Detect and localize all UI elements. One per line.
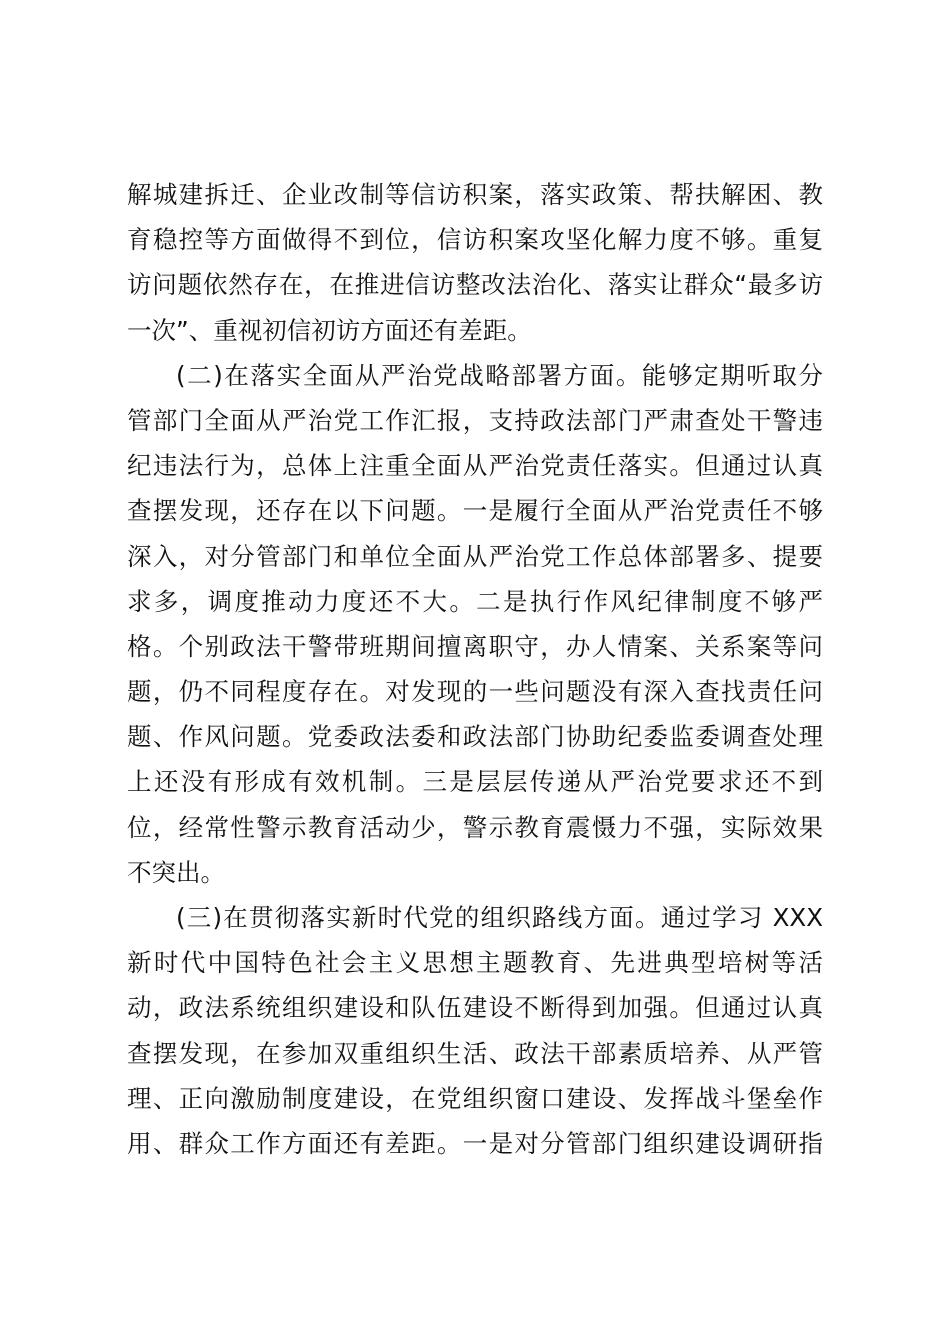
text-line: 上还没有形成有效机制。三是层层传递从严治党要求还不到 [127, 767, 823, 797]
text-line: 理、正向激励制度建设，在党组织窗口建设、发挥战斗堡垒作 [127, 1083, 823, 1113]
text-line: 纪违法行为，总体上注重全面从严治党责任落实。但通过认真 [127, 451, 823, 481]
text-line: 管部门全面从严治党工作汇报，支持政法部门严肃查处干警违 [127, 405, 823, 435]
text-line: 格。个别政法干警带班期间擅离职守，办人情案、关系案等问 [127, 631, 823, 661]
text-line: 求多，调度推动力度还不大。二是执行作风纪律制度不够严 [127, 586, 823, 616]
text-line: 查摆发现，在参加双重组织生活、政法干部素质培养、从严管 [127, 1038, 823, 1068]
section-heading-line: (二)在落实全面从严治党战略部署方面。能够定期听取分 [176, 360, 823, 390]
text-line: 题、作风问题。党委政法委和政法部门协助纪委监委调查处理 [127, 722, 823, 752]
text-line: 访问题依然存在，在推进信访整改法治化、落实让群众“最多访 [127, 270, 823, 300]
section-heading-line: (三)在贯彻落实新时代党的组织路线方面。通过学习 XXX [176, 903, 823, 932]
text-line: 题，仍不同程度存在。对发现的一些问题没有深入查找责任问 [127, 677, 823, 707]
text-line: 动，政法系统组织建设和队伍建设不断得到加强。但通过认真 [127, 993, 823, 1023]
text-line: 解城建拆迁、企业改制等信访积案，落实政策、帮扶解困、教 [127, 180, 823, 209]
document-body [127, 172, 823, 1166]
text-line: 不突出。 [127, 857, 225, 887]
text-line: 育稳控等方面做得不到位，信访积案攻坚化解力度不够。重复 [127, 225, 823, 255]
text-line: 新时代中国特色社会主义思想主题教育、先进典型培树等活 [127, 948, 823, 978]
text-line: 查摆发现，还存在以下问题。一是履行全面从严治党责任不够 [127, 496, 823, 526]
text-line: 位，经常性警示教育活动少，警示教育震慑力不强，实际效果 [127, 812, 823, 842]
text-line: 用、群众工作方面还有差距。一是对分管部门组织建设调研指 [127, 1128, 823, 1158]
text-line: 一次”、重视初信初访方面还有差距。 [127, 315, 532, 345]
text-line: 深入，对分管部门和单位全面从严治党工作总体部署多、提要 [127, 541, 823, 571]
